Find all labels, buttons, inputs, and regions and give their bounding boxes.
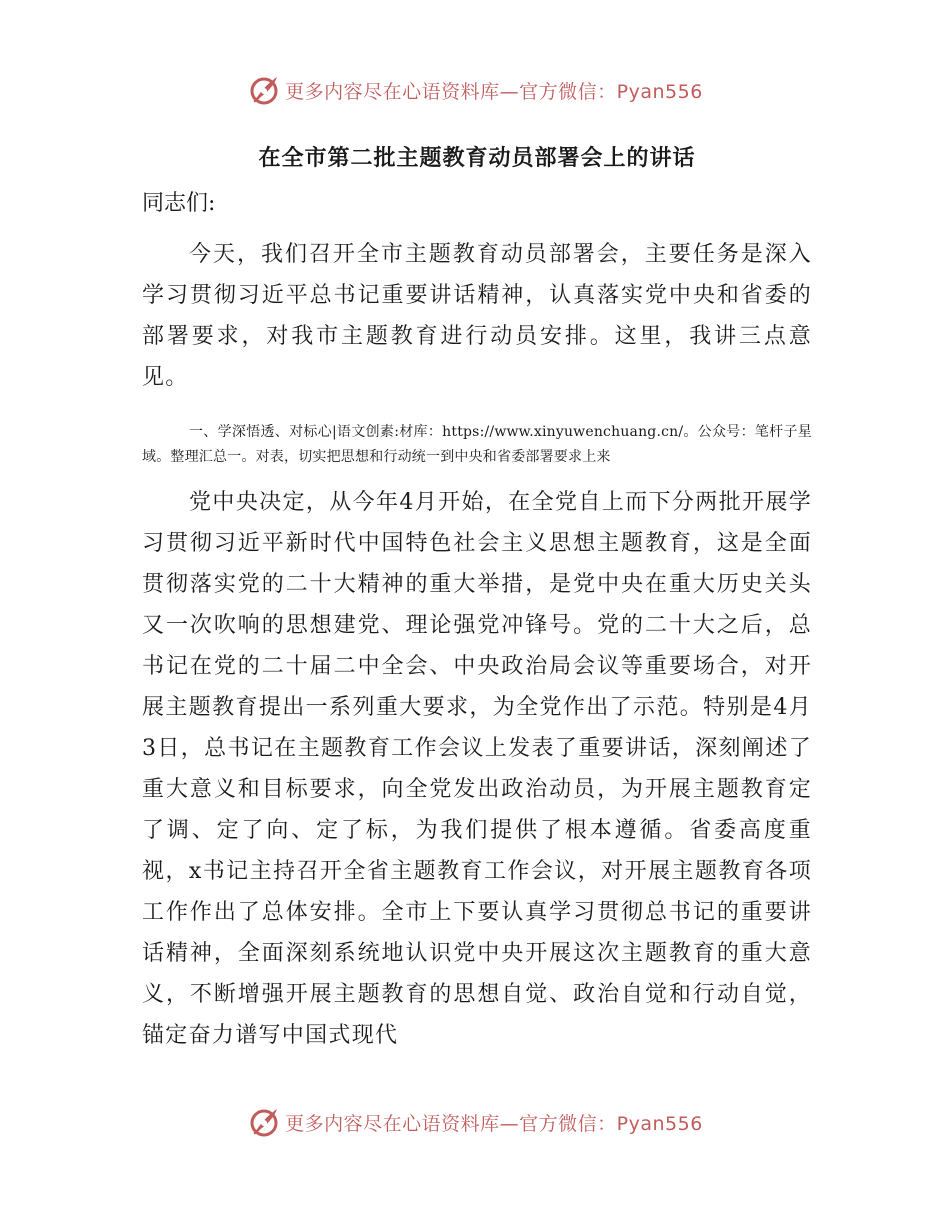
banner-text: 更多内容尽在心语资料库—官方微信：Pyan556 [285, 1112, 703, 1135]
body-paragraph: 党中央决定，从今年4月开始，在全党自上而下分两批开展学习贯彻习近平新时代中国特色社会主义思想主题教育，这是全面贯彻落实党的二十大精神的重大举措，是党中央在重大历史关头又一次吹响的思想建党、理论强党冲锋号。党的二十大之后，总书记在党的二十届二中全会、中央政治局会议等重要场合，对开展主题教育提出一系列重大要求，为全党作出了示范。特别是4月3日，总书记在主题教育工作会议上发表了重要讲话，深刻阐述了重大意义和目标要求，向全党发出政治动员，为开展主题教育定了调、定了向、定了标，为我们提供了根本遵循。省委高度重视，x书记主持召开全省主题教育工作会议，对开展主题教育各项工作作出了总体安排。全市上下要认真学习贯彻总书记的重要讲话精神，全面深刻系统地认识党中央开展这次主题教育的重大意义，不断增强开展主题教育的思想自觉、政治自觉和行动自觉，锚定奋力谱写中国式现代 [142, 490, 812, 1048]
footer-watermark-banner [0, 1100, 950, 1144]
intro-paragraph: 今天，我们召开全市主题教育动员部署会，主要任务是深入学习贯彻习近平总书记重要讲话精神，认真落实党中央和省委的部署要求，对我市主题教育进行动员安排。这里，我讲三点意见。 [142, 242, 812, 390]
banner-text: 更多内容尽在心语资料库—官方微信：Pyan556 [285, 80, 703, 103]
document-body [142, 136, 812, 1056]
quill-seal-icon [247, 1105, 281, 1139]
salutation: 同志们: [142, 191, 216, 216]
page-title: 在全市第二批主题教育动员部署会上的讲话 [258, 145, 696, 171]
section-heading: 一、学深悟透、对标心|语文创素:材库：https://www.xinyuwenchuang.cn/。公众号：笔杆子星域。整理汇总一。对表，切实把思想和行动统一到中央和省委部署要求上来 [142, 424, 812, 465]
header-watermark-banner [0, 68, 950, 112]
quill-seal-icon [247, 73, 281, 107]
